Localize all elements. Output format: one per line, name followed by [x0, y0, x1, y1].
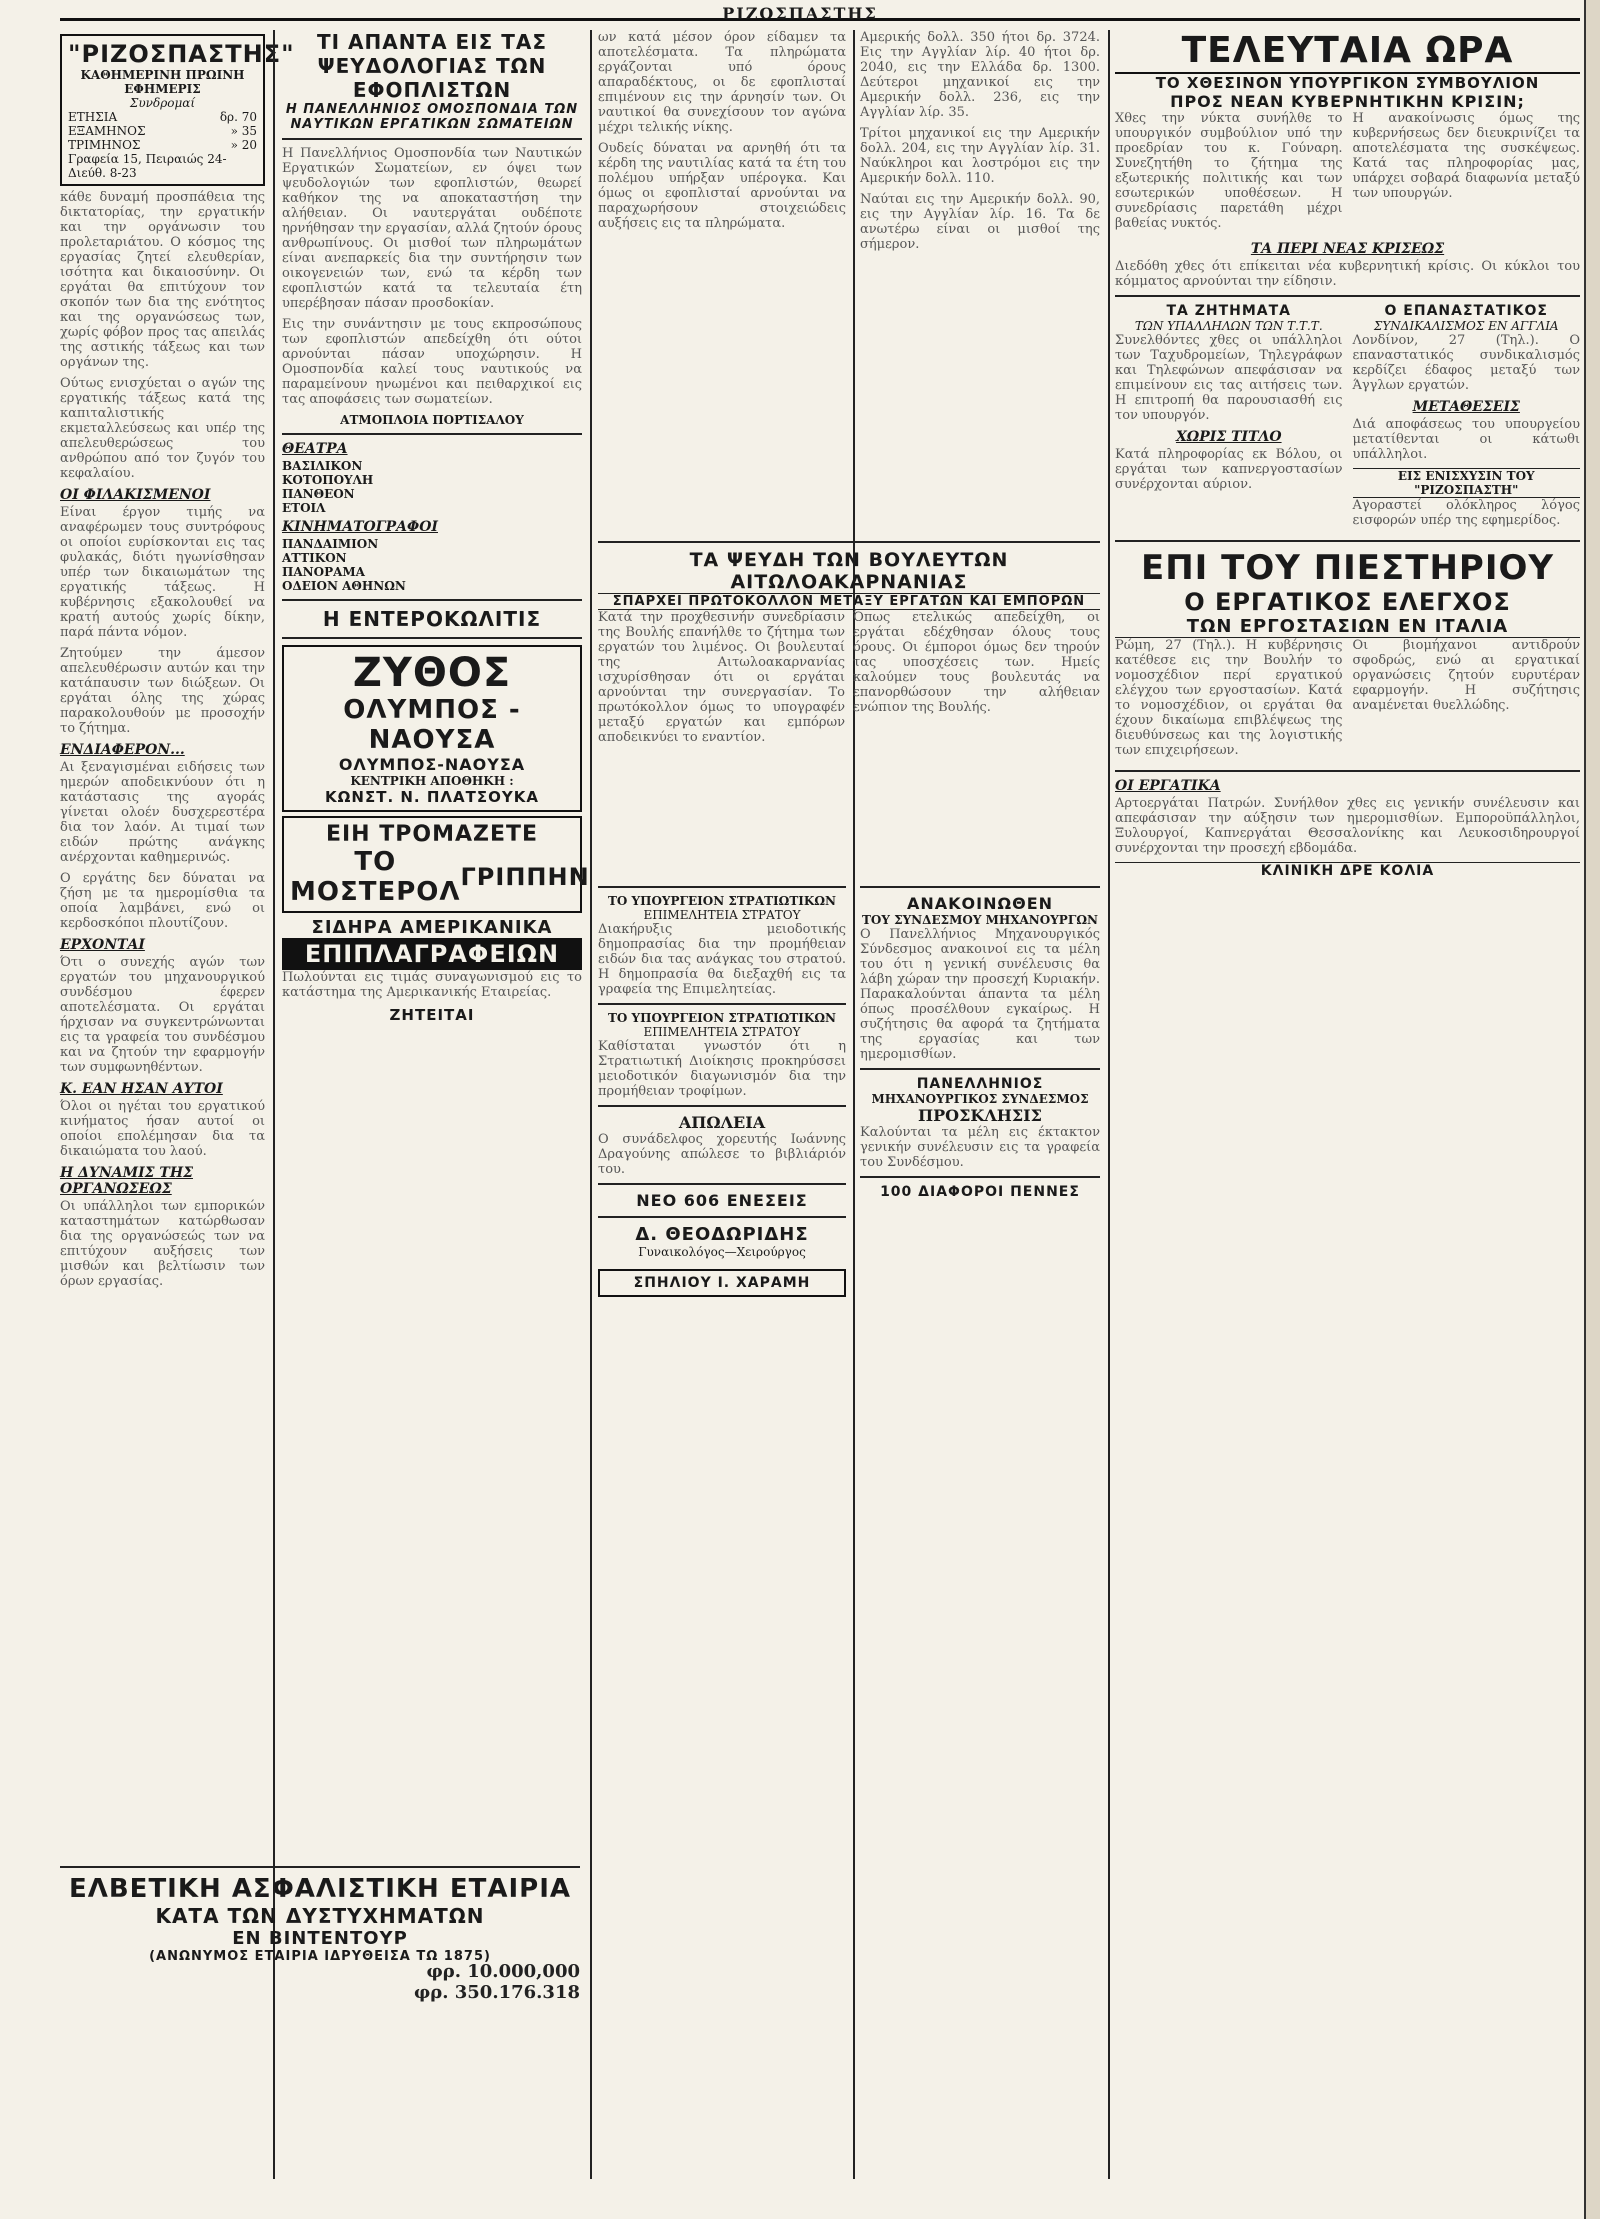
grippe-title: ΕΙΗ ΤΡΟΜΑΖΕΤΕ — [325, 822, 539, 847]
insurance-founded: (ΑΝΩΝΥΜΟΣ ΕΤΑΙΡΙΑ ΙΔΡΥΘΕΙΣΑ ΤΩ 1875) — [149, 1949, 491, 1964]
article-text: Οι βιομήχανοι αντιδρούν σφοδρώς, ενώ αι εργατικαί οργανώσεις ζητούν ευρυτέραν εφαρμογήν. Η συζήτησις αναμένεται θυελλώδης. — [1352, 638, 1580, 713]
article-text: Ζητούμεν την άμεσον απελευθέρωσιν αυτών και την κατάπαυσιν των διώξεων. Οι εργάται όλης της χώρας παρακολουθούν με προσοχήν το ζήτημα. — [60, 646, 265, 736]
cinema-item: ΑΤΤΙΚΟΝ — [282, 551, 347, 565]
divider — [60, 1866, 580, 1868]
article-text: Τρίτοι μηχανικοί εις την Αμερικήν δολλ. 204, εις την Αγγλίαν λίρ. 31. Ναύκληροι και λοστρόμοι εις την Αμερικήν δολλ. 110. — [860, 126, 1100, 186]
control-subtitle: ΤΩΝ ΕΡΓΟΣΤΑΣΙΩΝ ΕΝ ΙΤΑΛΙΑ — [1115, 616, 1580, 638]
control-title: Ο ΕΡΓΑΤΙΚΟΣ ΕΛΕΓΧΟΣ — [1184, 588, 1511, 616]
article-text: Όπως ετελικώς απεδείχθη, οι εργάται εδέχθησαν όλους τους όρους. Οι έμποροι όμως δεν τηρούν τας υποσχέσεις των. Ημείς καλούμεν τους βουλευτάς να επανορθώσουν την αλήθειαν ενώπιον της Βουλής. — [853, 610, 1100, 715]
cinema-heading: ΚΙΝΗΜΑΤΟΓΡΑΦΟΙ — [282, 519, 438, 535]
subheadline-federation: Η ΠΑΝΕΛΛΗΝΙΟΣ ΟΜΟΣΠΟΝΔΙΑ ΤΩΝ ΝΑΥΤΙΚΩΝ ΕΡΓΑΤΙΚΩΝ ΣΩΜΑΤΕΙΩΝ — [285, 102, 579, 132]
article-text: Όλοι οι ηγέται του εργατικού κινήματος ήσαν αυτοί οι οποίοι επολέμησαν δια τα δικαιώματα του λαού. — [60, 1099, 265, 1159]
announcement-heading: ΑΝΑΚΟΙΝΩΘΕΝ — [906, 894, 1054, 913]
headline-deputies: ΤΑ ΨΕΥΔΗ ΤΩΝ ΒΟΥΛΕΥΤΩΝ ΑΙΤΩΛΟΑΚΑΡΝΑΝΙΑΣ — [689, 549, 1009, 593]
article-text: Ο Πανελλήνιος Μηχανουργικός Σύνδεσμος ανακοινοί εις τα μέλη του ότι η γενική συνέλευσις θα λάβη χώραν την προσεχή Κυριακήν. Παρακαλούνται άπαντα τα μέλη όπως προσέλθουν εγκαίρως. Η συζήτησις θα αφορά τα ζητήματα της εργασίας και των ημερομισθίων. — [860, 927, 1100, 1062]
article-text: Διεδόθη χθες ότι επίκειται νέα κυβερνητική κρίσις. Οι κύκλοι του κόμματος αρνούνται την είδησιν. — [1115, 259, 1580, 289]
paper-name: "ΡΙΖΟΣΠΑΣΤΗΣ" — [68, 40, 295, 68]
article-text: Η Πανελλήνιος Ομοσπονδία των Ναυτικών Εργατικών Σωματείων, εν όψει των ψευδολογιών των εφοπλιστών, θεωρεί καθήκον της να αποκαταστήση την αλήθειαν. Οι ναυτεργάται ουδέποτε ηρνήθησαν την εργασίαν, αλλά ζητούν όρους ανθρωπίνους. Οι μισθοί των πληρωμάτων είναι ανεπαρκείς δια την συντήρησιν των οικογενειών των, ενώ τα κέρδη των εφοπλιστών κατά τα τελευταία έτη υπερέβησαν πάσαν προσδοκίαν. — [282, 146, 582, 311]
subs-row-1 — [68, 110, 257, 124]
beer-brand-small: ΟΛΥΜΠΟΣ-ΝΑΟΥΣΑ — [338, 755, 526, 774]
article-text: Καθίσταται γνωστόν ότι η Στρατιωτική Διοίκησις προκηρύσσει μειοδοτικόν διαγωνισμόν δια την προμήθειαν τροφίμων. — [598, 1039, 846, 1099]
subs-label-2: ΕΞΑΜΗΝΟΣ — [68, 124, 146, 138]
section-heading: ΕΝΔΙΑΦΕΡΟΝ... — [60, 742, 185, 758]
invitation-heading: ΠΡΟΣΚΛΗΣΙΣ — [918, 1106, 1042, 1125]
crisis-heading: ΤΑ ΠΕΡΙ ΝΕΑΣ ΚΡΙΣΕΩΣ — [1250, 241, 1445, 257]
article-text: Η ανακοίνωσις όμως της κυβερνήσεως δεν διευκρινίζει τα αποτελέσματα της συσκέψεως. Κατά τας πληροφορίας μας, υπάρχει σοβαρά διαφωνία μεταξύ των υπουργών. — [1352, 111, 1580, 201]
subs-value-2: » 35 — [230, 124, 257, 138]
last-hour-body — [1115, 111, 1580, 237]
divider — [598, 886, 846, 888]
divider — [598, 1105, 846, 1107]
paper-nameplate-box — [60, 34, 295, 186]
theatre-item: ΕΤΟΙΛ — [282, 501, 326, 515]
ministry-subheading: ΕΠΙΜΕΛΗΤΕΙΑ ΣΤΡΑΤΟΥ — [643, 908, 801, 922]
beer-title: ΖΥΘΟΣ — [352, 650, 512, 696]
article-text: Ουδείς δύναται να αρνηθή ότι τα κέρδη της ναυτιλίας κατά τα έτη του πολέμου υπήρξαν υπέρογκα. Και όμως οι εφοπλισταί αρνούνται να παραχωρήσουν στοιχειώδεις αυξήσεις εις τα πληρώματα. — [598, 141, 846, 231]
announcement-subheading: ΤΟΥ ΣΥΝΔΕΣΜΟΥ ΜΗΧΑΝΟΥΡΓΩΝ — [862, 913, 1098, 927]
aitoloakarnania-article — [598, 535, 1100, 751]
issues-subheading: ΤΩΝ ΥΠΑΛΛΗΛΩΝ ΤΩΝ Τ.Τ.Τ. — [1134, 319, 1323, 333]
address: Γραφεία 15, Πειραιώς 24-Διεύθ. 8-23 — [68, 152, 227, 180]
subs-row-2 — [68, 124, 257, 138]
revol-block — [1353, 303, 1581, 534]
article-text: Ούτως ενισχύεται ο αγών της εργατικής τάξεως κατά της καπιταλιστικής εκμεταλλεύσεως και υπέρ της απελευθερώσεως του ανθρώπου από τον ζυγόν του κεφαλαίου. — [60, 376, 265, 481]
signature: ΑΤΜΟΠΛΟΙΑ ΠΟΡΤΙΣΑΛΟΥ — [340, 413, 524, 427]
article-text: Αγοραστεί ολόκληρος λόγος εισφορών υπέρ της εφημερίδος. — [1352, 498, 1580, 528]
divider — [1115, 295, 1580, 297]
insurance-location: ΕΝ ΒΙΝΤΕΝΤΟΥΡ — [232, 1928, 408, 1949]
article-text: Κατά πληροφορίας εκ Βόλου, οι εργάται των καπνεργοστασίων συνέρχονται αύριον. — [1115, 447, 1343, 492]
wanted-label: ΖΗΤΕΙΤΑΙ — [389, 1006, 475, 1024]
column-rule — [1108, 30, 1110, 2179]
revol-subheading: ΣΥΝΔΙΚΑΛΙΣΜΟΣ ΕΝ ΑΓΓΛΙΑ — [1373, 319, 1559, 333]
control-body — [1115, 638, 1580, 764]
article-text: Διά αποφάσεως του υπουργείου μετατίθενται οι κάτωθι υπάλληλοι. — [1352, 417, 1580, 462]
theatre-item: ΠΑΝΘΕΟΝ — [282, 487, 355, 501]
issues-heading: ΤΑ ΖΗΤΗΜΑΤΑ — [1166, 303, 1292, 319]
labor-heading: ΟΙ ΕΡΓΑΤΙΚΑ — [1115, 778, 1221, 794]
center-left-column — [282, 30, 590, 2179]
grippe-row — [290, 847, 590, 907]
headline-shipowners: ΤΙ ΑΠΑΝΤΑ ΕΙΣ ΤΑΣ ΨΕΥΔΟΛΟΓΙΑΣ ΤΩΝ ΕΦΟΠΛΙΣΤΩΝ — [316, 30, 548, 102]
article-text: Εις την συνάντησιν με τους εκπροσώπους των εφοπλιστών απεδείχθη ότι ούτοι αρνούνται πάσαν υποχώρησιν. Η Ομοσπονδία καλεί τους ναυτικούς να παραμείνουν ηνωμένοι και πειθαρχικοί εις τας αποφάσεις των σωματείων. — [282, 317, 582, 407]
beer-owner: ΚΩΝΣΤ. Ν. ΠΛΑΤΣΟΥΚΑ — [325, 788, 539, 806]
theatre-heading: ΘΕΑΤΡΑ — [282, 441, 348, 457]
divider — [282, 433, 582, 435]
issues-block — [1115, 303, 1343, 534]
article-text: Ο εργάτης δεν δύναται να ζήση με τα ημερομίσθια τα οποία λαμβάνει, ενώ οι κερδοσκόποι πλουτίζουν. — [60, 871, 265, 931]
panhellenic-heading: ΠΑΝΕΛΛΗΝΙΟΣ — [916, 1076, 1044, 1092]
ad-enterocolitis: Η ΕΝΤΕΡΟΚΩΛΙΤΙΣ — [322, 607, 542, 631]
insurance-capital: φρ. 10.000,000 — [426, 1961, 580, 1982]
beer-ad — [282, 645, 582, 812]
article-text: Αμερικής δολλ. 350 ήτοι δρ. 3724. Εις την Αγγλίαν λίρ. 40 ήτοι δρ. 2040, εις την Ελλάδα δρ. 1300. Δεύτεροι μηχανικοί εις την Αμερικήν δολλ. 236, εις την Αγγλίαν λίρ. 35. — [860, 30, 1100, 120]
injections-title: ΝΕΟ 606 ΕΝΕΣΕΙΣ — [636, 1191, 808, 1210]
subs-label-3: ΤΡΙΜΗΝΟΣ — [68, 138, 141, 152]
article-text: Αι ξεναγισμέναι ειδήσεις των ημερών αποδεικνύουν ότι η κατάστασις της αγοράς γίνεται ολοέν δυσχερεστέρα δια τον λαόν. Αι τιμαί των ειδών πρώτης ανάγκης ανέρχονται καθημερινώς. — [60, 760, 265, 865]
section-heading: Η ΔΥΝΑΜΙΣ ΤΗΣ ΟΡΓΑΝΩΣΕΩΣ — [60, 1165, 193, 1197]
article-text: Οι υπάλληλοι των εμπορικών καταστημάτων κατώρθωσαν δια της οργανώσεώς των να επιτύχουν αυξήσεις των μισθών και βελτίωσιν των όρων εργασίας. — [60, 1199, 265, 1289]
beer-brand: ΟΛΥΜΠΟΣ - ΝΑΟΥΣΑ — [343, 695, 521, 755]
pens-ad: 100 ΔΙΑΦΟΡΟΙ ΠΕΝΝΕΣ — [880, 1184, 1080, 1200]
ministry-heading: ΤΟ ΥΠΟΥΡΓΕΙΟΝ ΣΤΡΑΤΙΩΤΙΚΩΝ — [608, 1011, 836, 1025]
article-text: Ναύται εις την Αμερικήν δολλ. 90, εις την Αγγλίαν λίρ. 16. Τα δε ανωτέρω είναι οι μισθοί της σήμερον. — [860, 192, 1100, 252]
section-heading: ΟΙ ΦΙΛΑΚΙΣΜΕΝΟΙ — [60, 487, 211, 503]
doctor-name: Δ. ΘΕΟΔΩΡΙΔΗΣ — [635, 1224, 809, 1245]
divider — [598, 1003, 846, 1005]
section-heading: ΕΡΧΟΝΤΑΙ — [60, 937, 145, 953]
no-title-heading: ΧΩΡΙΣ ΤΙΤΛΟ — [1175, 429, 1282, 445]
section-heading: Κ. ΕΑΝ ΗΣΑΝ ΑΥΤΟΙ — [60, 1081, 223, 1097]
iron-ad-title: ΣΙΔΗΡΑ ΑΜΕΡΙΚΑΝΙΚΑ — [311, 917, 553, 938]
divider — [1115, 540, 1580, 542]
ministry-heading: ΤΟ ΥΠΟΥΡΓΕΙΟΝ ΣΤΡΑΤΙΩΤΙΚΩΝ — [608, 894, 836, 908]
article-text: Καλούνται τα μέλη εις έκτακτον γενικήν συνέλευσιν εις τα γραφεία του Συνδέσμου. — [860, 1125, 1100, 1170]
article-text: Λονδίνον, 27 (Τηλ.). Ο επαναστατικός συνδικαλισμός κερδίζει έδαφος μεταξύ των Άγγλων εργατών. — [1352, 333, 1580, 393]
article-text: Συνελθόντες χθες οι υπάλληλοι των Ταχυδρομείων, Τηλεγράφων και Τηλεφώνων απεφάσισαν να επιμείνουν εις τας αιτήσεις των. Η επιτροπή θα παρουσιασθή εις τον υπουργόν. — [1115, 333, 1343, 423]
revol-heading: Ο ΕΠΑΝΑΣΤΑΤΙΚΟΣ — [1384, 303, 1548, 319]
subs-label-1: ΕΤΗΣΙΑ — [68, 110, 118, 124]
column-rule — [853, 880, 855, 2179]
column-rule — [590, 30, 592, 2179]
last-hour-sub: ΤΟ ΧΘΕΣΙΝΟΝ ΥΠΟΥΡΓΙΚΟΝ ΣΥΜΒΟΥΛΙΟΝ — [1155, 74, 1540, 92]
article-text: Είναι έργον τιμής να αναφέρωμεν τους συντρόφους οι οποίοι ευρίσκονται εις τας φυλακάς, διότι ηγωνίσθησαν υπέρ των δικαιωμάτων της εργατικής τάξεως. Η κυβέρνησις εξακολουθεί να κρατή αυτούς χωρίς δίκην, παρά πάντα νόμον. — [60, 505, 265, 640]
grippe-ad — [282, 816, 590, 913]
clinic-heading: ΚΛΙΝΙΚΗ ΔΡΕ ΚΟΛΙΑ — [1115, 862, 1580, 879]
insurance-title: ΕΛΒΕΤΙΚΗ ΑΣΦΑΛΙΣΤΙΚΗ ΕΤΑΙΡΙΑ — [68, 1874, 571, 1904]
cinema-item: ΠΑΝΔΑΙΜΙΟΝ — [282, 537, 379, 551]
transfers-heading: ΜΕΤΑΘΕΣΕΙΣ — [1412, 399, 1520, 415]
grippe-product: ΤΟ ΜΟΣΤΕΡΟΛ — [290, 847, 461, 907]
theatre-item: ΒΑΣΙΛΙΚΟΝ — [282, 459, 363, 473]
left-column — [60, 30, 295, 2179]
ministry-subheading: ΕΠΙΜΕΛΗΤΕΙΑ ΣΤΡΑΤΟΥ — [643, 1025, 801, 1039]
ministry-notices — [598, 880, 846, 1301]
doctor-specialty: Γυναικολόγος—Χειρούργος — [638, 1245, 806, 1259]
last-hour-sub2: ΠΡΟΣ ΝΕΑΝ ΚΥΒΕΡΝΗΤΙΚΗΝ ΚΡΙΣΙΝ; — [1170, 92, 1525, 111]
article-text: Διακήρυξις μειοδοτικής δημοπρασίας δια την προμήθειαν ειδών δια τας ανάγκας του στρατού. Η δημοπρασία θα διεξαχθή εις τα γραφεία της Επιμελητείας. — [598, 922, 846, 997]
cinema-item: ΟΔΕΙΟΝ ΑΘΗΝΩΝ — [282, 579, 406, 593]
grippe-disease: ΓΡΙΠΠΗΝ — [460, 863, 590, 891]
divider — [860, 886, 1100, 888]
paper-subtitle: ΚΑΘΗΜΕΡΙΝΗ ΠΡΩΙΝΗ ΕΦΗΜΕΡΙΣ — [80, 68, 245, 96]
right-column — [1115, 30, 1580, 2179]
press-title: ΕΠΙ ΤΟΥ ΠΙΕΣΤΗΡΙΟΥ — [1140, 548, 1555, 588]
mechanics-notices — [860, 880, 1100, 1200]
article-text: ων κατά μέσον όρον είδαμεν τα αποτελέσματα. Τα πληρώματα εργάζονται υπό όρους απαραδέκτους, οι δε εφοπλισταί επιμένουν εις την άρνησίν των. Οι ναυτικοί θα συνεχίσουν τον αγώνα μέχρι τελικής νίκης. — [598, 30, 846, 135]
masthead-label: ΡΙΖΟΣΠΑΣΤΗΣ — [722, 4, 878, 23]
subs-value-3: » 20 — [230, 138, 257, 152]
subs-label: Συνδρομαί — [129, 96, 196, 110]
page-edge — [1584, 0, 1600, 2219]
divider — [598, 1183, 846, 1185]
panhellenic-sub: ΜΗΧΑΝΟΥΡΓΙΚΟΣ ΣΥΝΔΕΣΜΟΣ — [871, 1092, 1089, 1106]
article-text: Χθες την νύκτα συνήλθε το υπουργικόν συμβούλιον υπό την προεδρίαν του κ. Γούναρη. Συνεζητήθη το ζήτημα της εξωτερικής πολιτικής και των εσωτερικών υποθέσεων. Η συνεδρίασις παρετάθη μέχρι βαθείας νυκτός. — [1115, 111, 1343, 231]
divider — [282, 637, 582, 639]
article-text: Ρώμη, 27 (Τηλ.). Η κυβέρνησις κατέθεσε εις την Βουλήν το νομοσχέδιον περί εργατικού ελέγχου των εργοστασίων. Κατά το νομοσχέδιον, οι εργάται θα έχουν δικαίωμα επιβλέψεως της διευθύνσεως και της λογιστικής των επιχειρήσεων. — [1115, 638, 1343, 758]
theatre-item: ΚΟΤΟΠΟΥΛΗ — [282, 473, 374, 487]
iron-ad-subtitle: ΕΠΙΠΛΑΓΡΑΦΕΙΩΝ — [282, 938, 582, 970]
beer-warehouse: ΚΕΝΤΡΙΚΗ ΑΠΟΘΗΚΗ : — [350, 774, 514, 788]
support-heading: ΕΙΣ ΕΝΙΣΧΥΣΙΝ ΤΟΥ "ΡΙΖΟΣΠΑΣΤΗ" — [1353, 468, 1581, 498]
subs-value-1: δρ. 70 — [219, 110, 257, 124]
article-text: Κατά την προχθεσινήν συνεδρίασιν της Βουλής επανήλθε το ζήτημα των εργατών του λιμένος. Οι βουλευταί της Αιτωλοακαρνανίας ισχυρίσθησαν ότι οι εργάται αρνούνται την συνεργασίαν. Το πρωτόκολλον όμως το υπογραφέν μεταξύ εργατών και εμπόρων αποδεικνύει το εναντίον. — [598, 610, 845, 745]
column-rule — [273, 30, 275, 2179]
harami-name: ΣΠΗΛΙΟΥ Ι. ΧΑΡΑΜΗ — [633, 1275, 811, 1291]
loss-heading: ΑΠΩΛΕΙΑ — [678, 1113, 766, 1132]
divider — [282, 599, 582, 601]
divider — [1115, 770, 1580, 772]
harami-ad — [598, 1269, 846, 1297]
divider — [860, 1176, 1100, 1178]
article-text: Ότι ο συνεχής αγών των εργατών του μηχανουργικού συνδέσμου έφερεν αποτελέσματα. Οι εργάται ήρχισαν να συγκεντρώνωνται εις τα γραφεία του συνδέσμου και να ζητούν την εφαρμογήν των συμφωνηθέντων. — [60, 955, 265, 1075]
article-text: Πωλούνται εις τιμάς συναγωνισμού εις το κατάστημα της Αμερικανικής Εταιρείας. — [282, 970, 582, 1000]
insurance-total: φρ. 350.176.318 — [413, 1982, 580, 2003]
divider — [282, 138, 582, 140]
divider — [598, 1216, 846, 1218]
insurance-subtitle: ΚΑΤΑ ΤΩΝ ΔΥΣΤΥΧΗΜΑΤΩΝ — [155, 1904, 485, 1928]
subheadline-protocol: ΣΠΑΡΧΕΙ ΠΡΩΤΟΚΟΛΛΟΝ ΜΕΤΑΞΥ ΕΡΓΑΤΩΝ ΚΑΙ ΕΜΠΟΡΩΝ — [598, 593, 1100, 610]
divider — [860, 1068, 1100, 1070]
article-text: κάθε δυναμή προσπάθεια της δικτατορίας, την εργατικήν και την οργάνωσιν του προλεταριάτου. Ο κόσμος της εργασίας ζητεί ελευθερίαν, ισότητα και δικαιοσύνην. Οι εργάται θα επιτύχουν τον σκοπόν των δια της ενότητος και της οργανώσεως των, χωρίς φόβον προς τας απειλάς της αστικής τάξεως και των οργάνων της. — [60, 190, 265, 370]
article-text: Αρτοεργάται Πατρών. Συνήλθον χθες εις γενικήν συνέλευσιν και απεφάσισαν την αύξησιν των ημερομισθίων. Εμποροϋπάλληλοι, Ξυλουργοί, Καπνεργάται Θεσσαλονίκης και Λευκοσιδηρουργοί συνέρχονται την προσεχή εβδομάδα. — [1115, 796, 1580, 856]
divider — [598, 541, 1100, 543]
issues-revol-row — [1115, 303, 1580, 534]
cinema-item: ΠΑΝΟΡΑΜΑ — [282, 565, 365, 579]
last-hour-title: ΤΕΛΕΥΤΑΙΑ ΩΡΑ — [1115, 30, 1580, 74]
article-text: Ο συνάδελφος χορευτής Ιωάννης Δραγούνης απώλεσε το βιβλιάριόν του. — [598, 1132, 846, 1177]
article-body — [598, 610, 1100, 751]
subs-row-3 — [68, 138, 257, 152]
insurance-ad — [60, 1860, 580, 2006]
